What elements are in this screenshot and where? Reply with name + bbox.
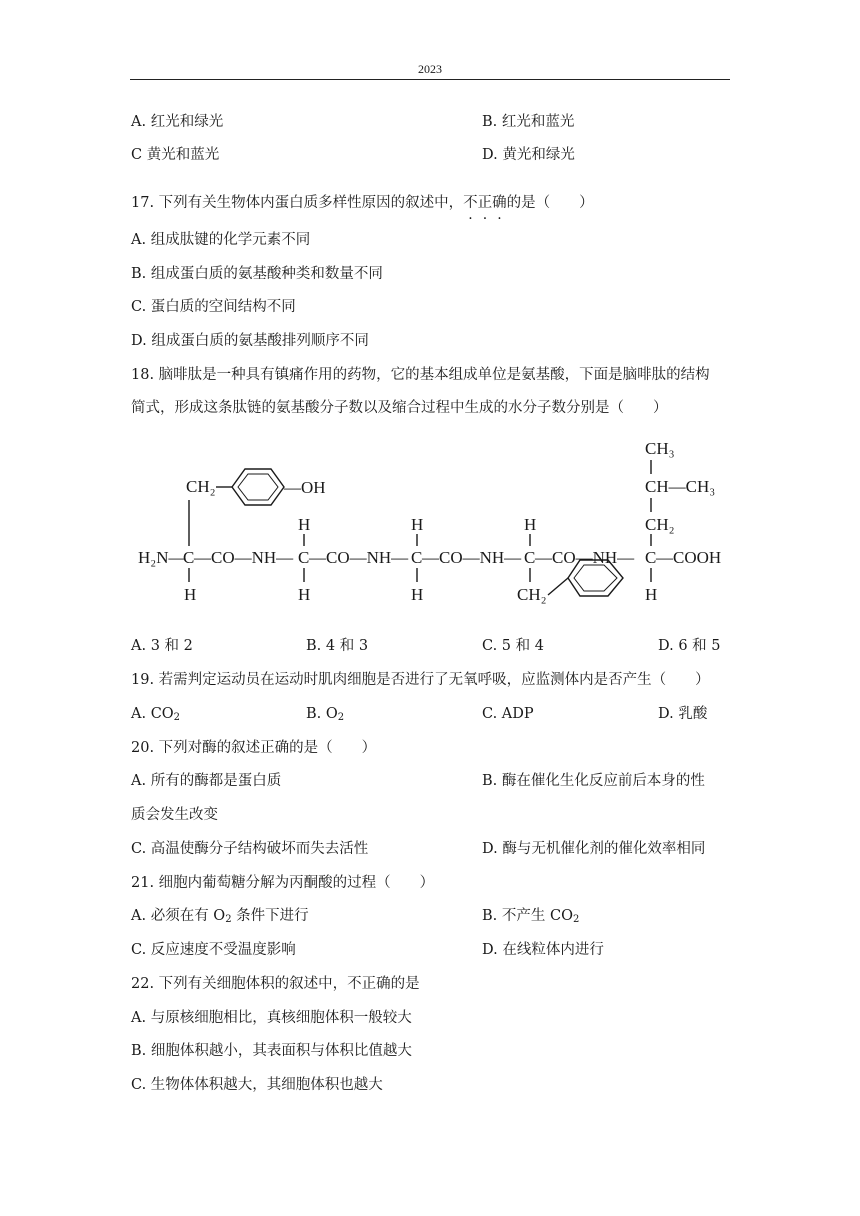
q19-option-a-text: A. CO (131, 706, 174, 722)
q16-option-b: B. 红光和蓝光 (482, 114, 575, 130)
struct-ch2-leu: CH₂ (645, 515, 675, 534)
struct-c5: C (645, 548, 657, 567)
q21-option-b-sub: 2 (572, 914, 580, 925)
q21-option-a-sub: 2 (225, 914, 232, 925)
struct-ch2-phe: CH₂ (517, 585, 547, 604)
struct-h2-top: H (298, 515, 311, 534)
struct-h2-bottom: H (298, 585, 311, 604)
struct-c4: C (524, 548, 536, 567)
q20-option-b-line1: B. 酶在催化生化反应前后本身的性 (482, 773, 705, 789)
struct-c2: C (298, 548, 310, 567)
q16-option-a: A. 红光和绿光 (131, 114, 224, 130)
q21-option-b (482, 906, 579, 926)
struct-co-nh-1: —CO—NH— (194, 548, 294, 567)
q17-option-d: D. 组成蛋白质的氨基酸排列顺序不同 (131, 333, 369, 349)
q22-option-c: C. 生物体体积越大，其细胞体积也越大 (131, 1077, 383, 1093)
q19-option-a-sub: 2 (173, 712, 181, 723)
q18-option-b: B. 4 和 3 (306, 638, 369, 654)
q17-stem (131, 193, 594, 213)
q22-option-b: B. 细胞体积越小，其表面积与体积比值越大 (131, 1043, 412, 1059)
q19-option-a (131, 704, 180, 724)
q20-option-b-line2: 质会发生改变 (131, 807, 218, 823)
q21-stem: 21. 细胞内葡萄糖分解为丙酮酸的过程（ ） (131, 875, 435, 891)
q17-emphasis-char: 正 (477, 195, 493, 211)
struct-h3-top: H (411, 515, 424, 534)
q16-option-c: C 黄光和蓝光 (131, 147, 220, 163)
q21-option-a-text-post: 条件下进行 (231, 908, 309, 924)
q17-emphasis-char: 不 (463, 195, 478, 211)
struct-co-nh-4: —CO—NH— (535, 548, 635, 567)
q17-option-b: B. 组成蛋白质的氨基酸种类和数量不同 (131, 266, 383, 282)
q18-option-c: C. 5 和 4 (482, 638, 544, 654)
q18-option-a: A. 3 和 2 (131, 638, 193, 654)
q21-option-a-text: A. 必须在有 O (131, 908, 226, 924)
q18-stem-line2: 简式，形成这条肽链的氨基酸分子数以及缩合过程中生成的水分子数分别是（ ） (131, 400, 668, 416)
q17-emphasis-char: 确 (492, 195, 507, 211)
page-header-year: 2023 (418, 62, 442, 76)
q20-option-c: C. 高温使酶分子结构破坏而失去活性 (131, 841, 369, 857)
q21-option-d: D. 在线粒体内进行 (482, 942, 604, 958)
q21-option-b-text: B. 不产生 CO (482, 908, 573, 924)
struct-h2n: H₂N— (138, 548, 186, 567)
q17-stem-pre: 17. 下列有关生物体内蛋白质多样性原因的叙述中， (131, 195, 464, 211)
struct-c1: C (183, 548, 195, 567)
struct-h3-bottom: H (411, 585, 424, 604)
header-rule (130, 79, 730, 80)
q19-option-b-text: B. O (306, 706, 338, 722)
enkephalin-structure-diagram (128, 432, 728, 612)
struct-h5-bottom: H (645, 585, 658, 604)
q20-stem: 20. 下列对酶的叙述正确的是（ ） (131, 740, 377, 756)
struct-c3: C (411, 548, 423, 567)
struct-oh: —OH (284, 478, 326, 497)
q19-option-b-sub: 2 (337, 712, 345, 723)
q19-option-d: D. 乳酸 (658, 706, 708, 722)
struct-h1-bottom: H (184, 585, 197, 604)
q16-option-d: D. 黄光和绿光 (482, 147, 575, 163)
struct-ch3-top: CH₃ (645, 439, 675, 458)
q21-option-a (131, 906, 309, 926)
q22-option-a: A. 与原核细胞相比，真核细胞体积一般较大 (131, 1010, 412, 1026)
q18-stem-line1: 18. 脑啡肽是一种具有镇痛作用的药物，它的基本组成单位是氨基酸，下面是脑啡肽的结构 (131, 367, 710, 383)
q19-option-c: C. ADP (482, 706, 534, 722)
q19-option-b (306, 704, 344, 724)
q17-option-a: A. 组成肽键的化学元素不同 (131, 232, 311, 248)
q22-stem: 22. 下列有关细胞体积的叙述中，不正确的是 (131, 976, 420, 992)
q17-stem-post: 的是（ ） (506, 195, 594, 211)
q19-stem: 19. 若需判定运动员在运动时肌肉细胞是否进行了无氧呼吸，应监测体内是否产生（ ） (131, 672, 710, 688)
struct-co-nh-3: —CO—NH— (422, 548, 522, 567)
q17-option-c: C. 蛋白质的空间结构不同 (131, 299, 296, 315)
q21-option-c: C. 反应速度不受温度影响 (131, 942, 296, 958)
struct-ch-ch3: CH—CH₃ (645, 477, 716, 496)
struct-h4-top: H (524, 515, 537, 534)
struct-co-nh-2: —CO—NH— (309, 548, 409, 567)
struct-cooh: —COOH (656, 548, 722, 567)
q18-option-d: D. 6 和 5 (658, 638, 721, 654)
q20-option-a: A. 所有的酶都是蛋白质 (131, 773, 282, 789)
struct-ch2-tyr: CH₂ (186, 477, 216, 496)
q20-option-d: D. 酶与无机催化剂的催化效率相同 (482, 841, 706, 857)
